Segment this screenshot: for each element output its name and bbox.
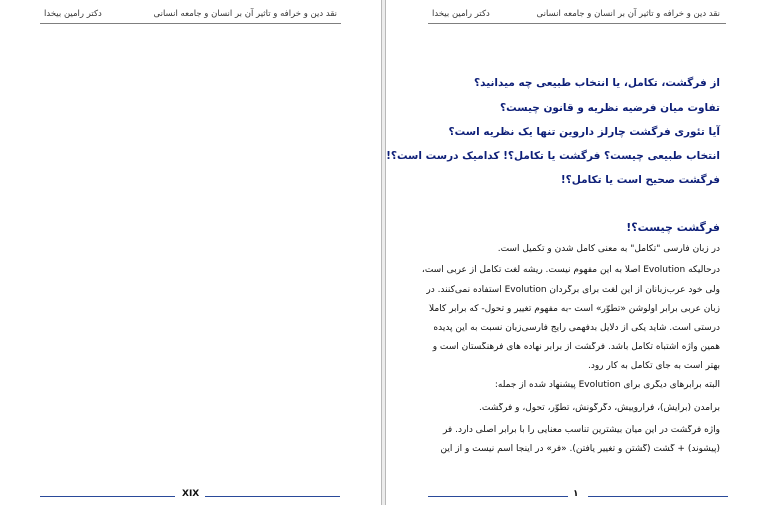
right-header-title: نقد دین و خرافه و تاثیر آن بر انسان و جامعه انسانی <box>536 9 720 19</box>
right-footer-rule-left <box>428 496 568 497</box>
paragraph-line: در زبان فارسی "تکامل" به معنی کامل شدن و تکمیل است. <box>497 244 720 254</box>
question-1: از فرگشت، تکامل، یا انتخاب طبیعی چه میدانید؟ <box>474 77 720 89</box>
question-5: فرگشت صحیح است یا تکامل؟! <box>560 174 720 186</box>
paragraph-line: برآمدن (برآیش)، فراروییش، دگرگونش، تطوّر، تحول، و فرگشت. <box>479 403 720 413</box>
question-3: آیا تئوری فرگشت چارلز داروین تنها یک نظریه است؟ <box>448 126 720 138</box>
paragraph-line: بهتر است به جای تکامل به کار رود. <box>587 361 720 371</box>
paragraph-line: ولی خود عرب‌زبانان از این لغت برای برگردان Evolution استفاده نمی‌کنند. در <box>426 285 720 295</box>
left-page <box>0 0 381 505</box>
question-4: انتخاب طبیعی چیست؟ فرگشت یا تکامل؟! کدامیک درست است؟! <box>386 150 720 162</box>
right-header-rule <box>428 23 726 24</box>
paragraph-line: واژه فرگشت در این میان بیشترین تناسب معنایی را با برابر اصلی دارد. فر <box>442 425 720 435</box>
paragraph-line: درستی است. شاید یکی از دلایل بدفهمی رایج فارسی‌زبان نسبت به این پدیده <box>433 323 720 333</box>
right-header-author: دکتر رامین بیخدا <box>432 9 490 19</box>
left-page-number: XIX <box>182 489 200 499</box>
paragraph-line: (پیشوند) + گشت (گشتن و تغییر یافتن). «فر» در اینجا اسم نیست و از این <box>440 444 720 454</box>
right-footer-rule-right <box>588 496 728 497</box>
section-title: فرگشت چیست؟! <box>626 221 720 234</box>
paragraph-line: زبان عربی برابر اولوشن «تطوّر» است -به مفهوم تغییر و تحول- که برابر کاملاً <box>428 304 720 314</box>
right-page <box>386 0 768 505</box>
left-header-rule <box>40 23 341 24</box>
left-footer-rule-right <box>205 496 340 497</box>
left-footer-rule-left <box>40 496 175 497</box>
paragraph-line: همین واژه اشتباه تکامل باشد. فرگشت از برابر نهاده های فرهنگستان است و <box>432 342 720 352</box>
paragraph-line: درحالیکه Evolution اصلا به این مفهوم نیست. ریشه لغت تکامل از عربی است، <box>421 265 720 275</box>
paragraph-line: البته برابرهای دیگری برای Evolution پیشنهاد شده از جمله: <box>494 380 720 390</box>
left-header-title: نقد دین و خرافه و تاثیر آن بر انسان و جامعه انسانی <box>153 9 337 19</box>
question-2: تفاوت میان فرضیه نظریه و قانون چیست؟ <box>500 102 720 114</box>
left-header-author: دکتر رامین بیخدا <box>44 9 102 19</box>
right-page-number: ۱ <box>573 489 579 499</box>
